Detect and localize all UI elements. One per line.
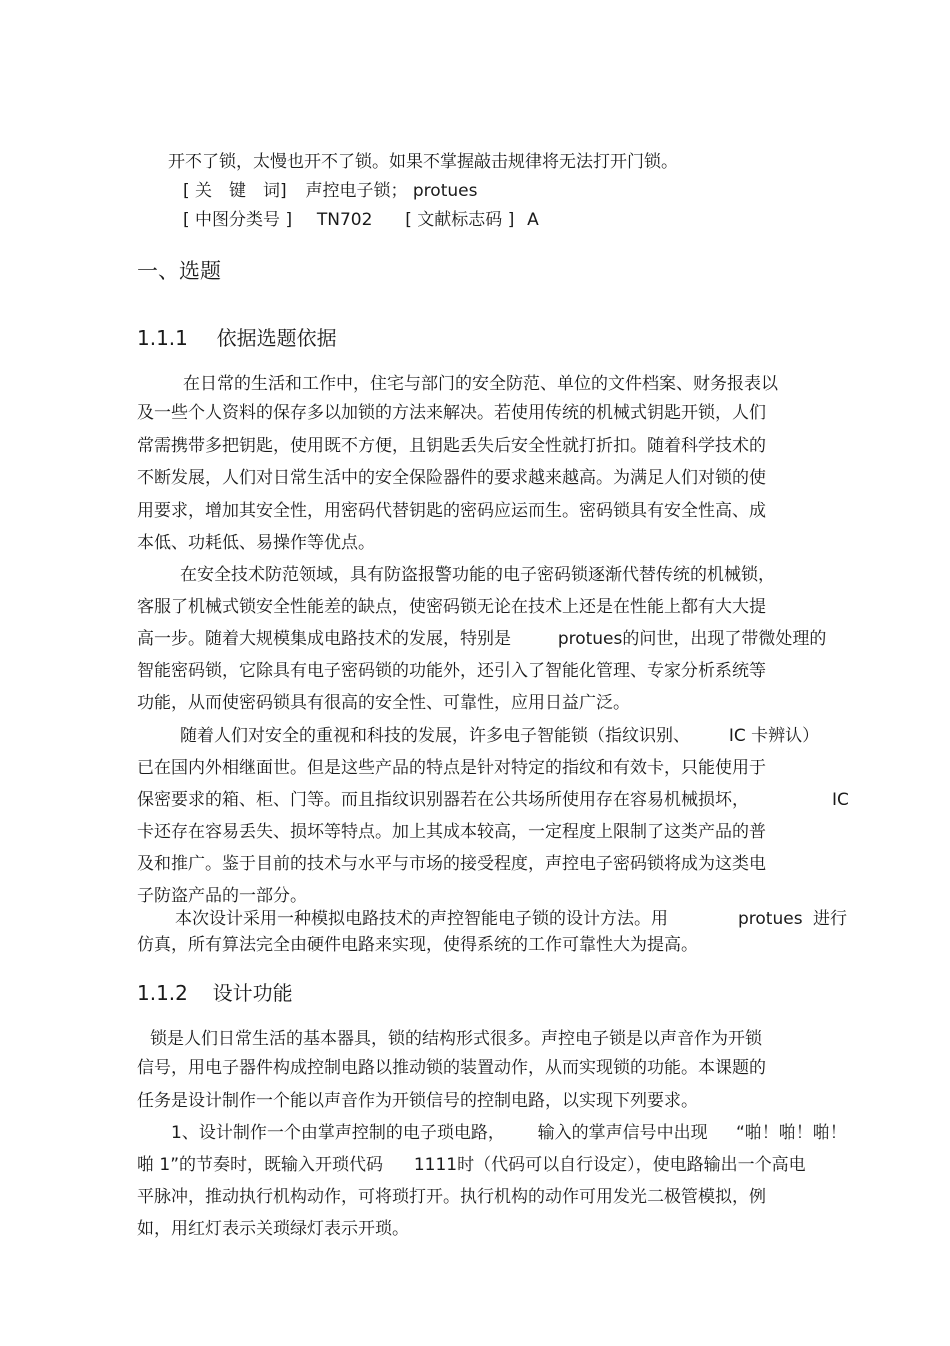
text-segment: “啪！啪！啪！ <box>736 1123 847 1143</box>
doc-label: [ 文献标志码 ] <box>405 210 515 230</box>
keywords-line <box>183 179 477 203</box>
classification-line <box>183 208 539 232</box>
paragraph-line: 锁是人们日常生活的基本器具，锁的结构形式很多。声控电子锁是以声音作为开锁 <box>150 1029 762 1049</box>
keywords-label: [ 关 键 词] <box>183 181 287 201</box>
text-segment: 随着人们对安全的重视和科技的发展，许多电子智能锁（指纹识别、 <box>180 726 690 746</box>
text-segment: 高一步。随着大规模集成电路技术的发展，特别是 <box>137 629 511 649</box>
text-segment: 1111时（代码可以自行设定），使电路输出一个高电 <box>413 1155 806 1175</box>
text-segment: 1、设计制作一个由掌声控制的电子琐电路， <box>171 1123 505 1143</box>
keywords-value: 声控电子锁； protues <box>305 181 478 201</box>
clc-value: TN702 <box>316 210 373 230</box>
text-segment: protues <box>738 909 803 929</box>
paragraph-line: 智能密码锁，它除具有电子密码锁的功能外，还引入了智能化管理、专家分析系统等 <box>137 661 766 681</box>
paragraph-line <box>171 1121 708 1145</box>
text-segment: 进行 <box>813 909 847 929</box>
paragraph-line: 不断发展，人们对日常生活中的安全保险器件的要求越来越高。为满足人们对锁的使 <box>137 468 766 488</box>
text-segment: protues的问世，出现了带微处理的 <box>557 629 827 649</box>
text-segment: IC <box>832 790 849 810</box>
paragraph-line: 平脉冲，推动执行机构动作，可将琐打开。执行机构的动作可用发光二极管模拟，例 <box>137 1187 766 1207</box>
section-title: 一、选题 <box>137 259 221 283</box>
paragraph-line: 本低、功耗低、易操作等优点。 <box>137 533 375 553</box>
subsection-heading-112 <box>137 981 293 1005</box>
subsection-title: 设计功能 <box>212 981 293 1005</box>
subsection-heading-111 <box>137 326 337 350</box>
paragraph-line: 用要求，增加其安全性，用密码代替钥匙的密码应运而生。密码锁具有安全性高、成 <box>137 501 766 521</box>
paragraph-line: 本次设计采用一种模拟电路技术的声控智能电子锁的设计方法。用 <box>175 909 668 929</box>
paragraph-line: 已在国内外相继面世。但是这些产品的特点是针对特定的指纹和有效卡，只能使用于 <box>137 758 766 778</box>
subsection-number: 1.1.2 <box>137 981 188 1005</box>
paragraph-line <box>180 724 819 748</box>
paragraph-line: 在日常的生活和工作中，住宅与部门的安全防范、单位的文件档案、财务报表以 <box>183 374 778 394</box>
paragraph-line: 信号，用电子器件构成控制电路以推动锁的装置动作，从而实现锁的功能。本课题的 <box>137 1058 766 1078</box>
paragraph-line <box>137 627 826 651</box>
paragraph-line: 常需携带多把钥匙，使用既不方便，且钥匙丢失后安全性就打折扣。随着科学技术的 <box>137 436 766 456</box>
clc-label: [ 中图分类号 ] <box>183 210 293 230</box>
paragraph-line: 客服了机械式锁安全性能差的缺点，使密码锁无论在技术上还是在性能上都有大大提 <box>137 597 766 617</box>
paragraph-line: 及和推广。鉴于目前的技术与水平与市场的接受程度，声控电子密码锁将成为这类电 <box>137 854 766 874</box>
text-segment: 啪 1”的节奏时，既输入开琐代码 <box>137 1155 384 1175</box>
paragraph-line: 保密要求的箱、柜、门等。而且指纹识别器若在公共场所使用存在容易机械损坏， <box>137 790 749 810</box>
paragraph-line: 卡还存在容易丢失、损坏等特点。加上其成本较高，一定程度上限制了这类产品的普 <box>137 822 766 842</box>
paragraph-line: 子防盗产品的一部分。 <box>137 886 307 906</box>
paragraph-line <box>137 1153 806 1177</box>
paragraph-line: 在安全技术防范领域，具有防盗报警功能的电子密码锁逐渐代替传统的机械锁， <box>180 565 775 585</box>
subsection-number: 1.1.1 <box>137 326 188 350</box>
doc-value: A <box>527 210 539 230</box>
paragraph-line: 如，用红灯表示关琐绿灯表示开琐。 <box>137 1219 409 1239</box>
text-segment: 输入的掌声信号中出现 <box>537 1123 708 1143</box>
paragraph-line: 及一些个人资料的保存多以加锁的方法来解决。若使用传统的机械式钥匙开锁，人们 <box>137 403 766 423</box>
paragraph-line: 任务是设计制作一个能以声音作为开锁信号的控制电路，以实现下列要求。 <box>137 1091 698 1111</box>
paragraph-line: 仿真，所有算法完全由硬件电路来实现，使得系统的工作可靠性大为提高。 <box>137 935 698 955</box>
text-segment: IC 卡辨认） <box>728 726 820 746</box>
subsection-title: 依据选题依据 <box>216 326 337 350</box>
paragraph-line: 功能，从而使密码锁具有很高的安全性、可靠性，应用日益广泛。 <box>137 693 630 713</box>
intro-line: 开不了锁，太慢也开不了锁。如果不掌握敲击规律将无法打开门锁。 <box>168 152 678 172</box>
